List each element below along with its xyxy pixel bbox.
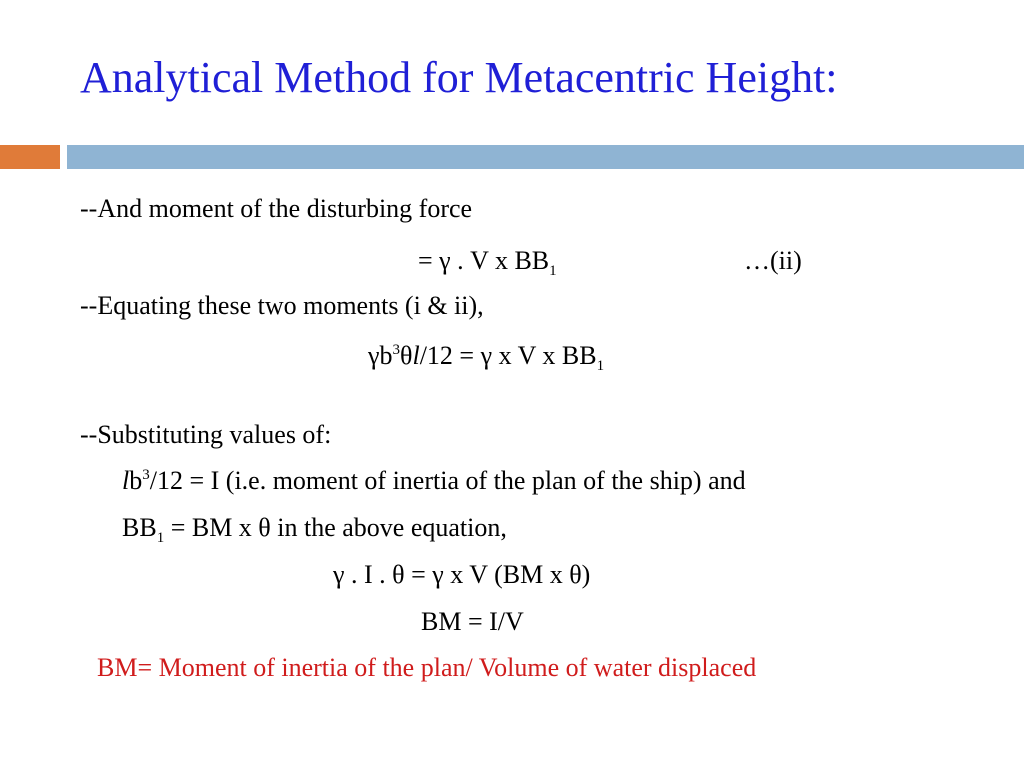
text-line-substituting: --Substituting values of: [80,420,332,449]
definition-bm: BM= Moment of inertia of the plan/ Volume of water displaced [97,653,757,682]
superscript: 3 [142,467,150,483]
text-line-equating: --Equating these two moments (i & ii), [80,291,484,320]
equation-part: θ [400,341,413,370]
equation-reference-ii: …(ii) [744,246,802,275]
equation-part-italic: l [412,341,420,370]
equation-part: γb [368,341,393,370]
accent-bar-blue [67,145,1024,169]
equation-part: /12 = γ x V x BB [419,341,597,370]
subscript: 1 [596,358,605,374]
text-line-disturbing-force: --And moment of the disturbing force [80,194,473,223]
equation-part: = BM x θ in the above equation, [164,513,507,542]
equation-part: BB [122,513,157,542]
text-line-moment-of-inertia [122,468,746,494]
equation-disturbing-moment [418,246,557,279]
subscript: 1 [156,530,165,546]
equation-substituted: γ . I . θ = γ x V (BM x θ) [333,560,591,589]
equation-part: /12 = I (i.e. moment of inertia of the plan of the ship) and [149,466,746,495]
equation-part-italic: l [122,466,130,495]
equation-text: = γ . V x BB [418,246,550,275]
equation-bm-result: BM = I/V [421,607,524,636]
text-line-bb1-substitution [122,513,507,546]
superscript: 3 [392,342,400,358]
slide-title: Analytical Method for Metacentric Height: [80,53,838,102]
subscript: 1 [549,263,557,279]
accent-bar-orange [0,145,60,169]
equation-equating-moments [368,341,605,374]
equation-part: b [129,466,143,495]
